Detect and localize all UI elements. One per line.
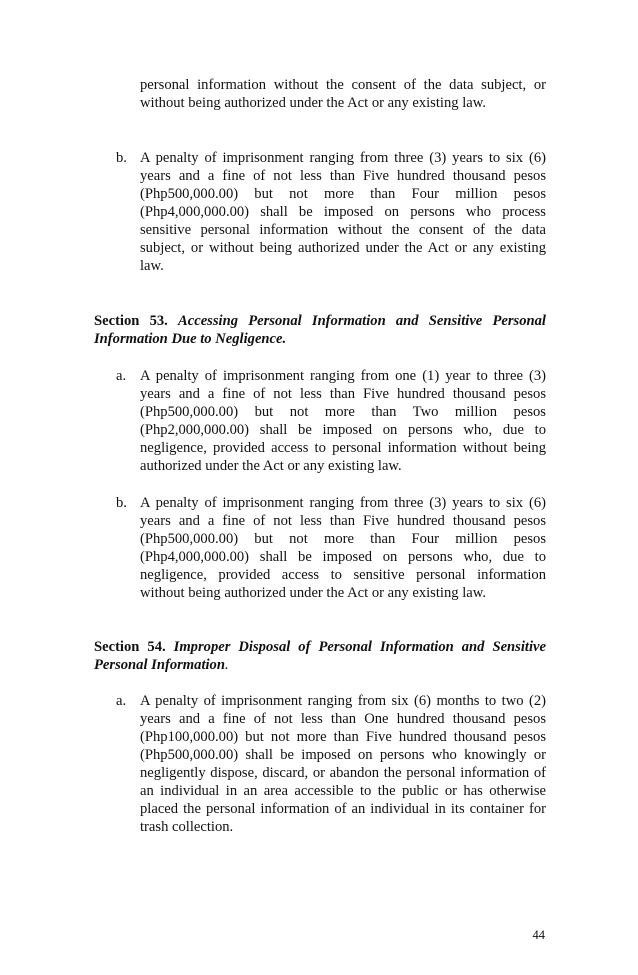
item-text: A penalty of imprisonment ranging from three (3) years to six (6) years and a fine of not less than Five hundred thousand pesos (Php500,000.00) but not more than Four million pesos (Php4,000,000.00) shall be imposed on persons who, due to negligence, provided access to sensitive personal information without being authorized under the Act or any existing law. xyxy=(140,495,546,601)
item-marker: b. xyxy=(116,495,127,511)
section53-heading xyxy=(94,312,546,348)
continuation-text: personal information without the consent of the data subject, or without being authorized under the Act or any existing law. xyxy=(140,77,546,111)
item-marker: a. xyxy=(116,693,127,709)
page-number: 44 xyxy=(532,928,545,942)
section54-heading xyxy=(94,638,546,674)
section-title: Improper Disposal of Personal Information and Sensitive Personal Information xyxy=(94,639,546,673)
item-text: A penalty of imprisonment ranging from six (6) months to two (2) years and a fine of not less than One hundred thousand pesos (Php100,000.00) but not more than Five hundred thousand pesos (Php500,000.00) shall be imposed on persons who knowingly or negligently dispose, discard, or abandon the personal information of an individual in an area accessible to the public or has otherwise placed the personal information of an individual in its container for trash collection. xyxy=(140,693,546,835)
section-number: Section 53. xyxy=(94,313,168,329)
section53-item-a xyxy=(94,367,546,475)
section-title: Accessing Personal Information and Sensitive Personal Information Due to Negligence. xyxy=(94,313,546,347)
section53-item-b xyxy=(94,494,546,602)
continuation-paragraph xyxy=(94,76,546,112)
item-text: A penalty of imprisonment ranging from one (1) year to three (3) years and a fine of not less than Five hundred thousand pesos (Php500,000.00) but not more than Two million pesos (Php2,000,000.00) shall be imposed on persons who, due to negligence, provided access to personal information without being authorized under the Act or any existing law. xyxy=(140,368,546,474)
section54-item-a xyxy=(94,692,546,836)
item-marker: a. xyxy=(116,368,127,384)
section-number: Section 54. xyxy=(94,639,166,655)
section52-item-b xyxy=(94,149,546,275)
section-title-end: . xyxy=(224,657,229,673)
item-text: A penalty of imprisonment ranging from three (3) years to six (6) years and a fine of not less than Five hundred thousand pesos (Php500,000.00) but not more than Four million pesos (Php4,000,000.00) shall be imposed on persons who process sensitive personal information without the consent of the data subject, or without being authorized under the Act or any existing law. xyxy=(140,150,546,274)
item-marker: b. xyxy=(116,150,127,166)
